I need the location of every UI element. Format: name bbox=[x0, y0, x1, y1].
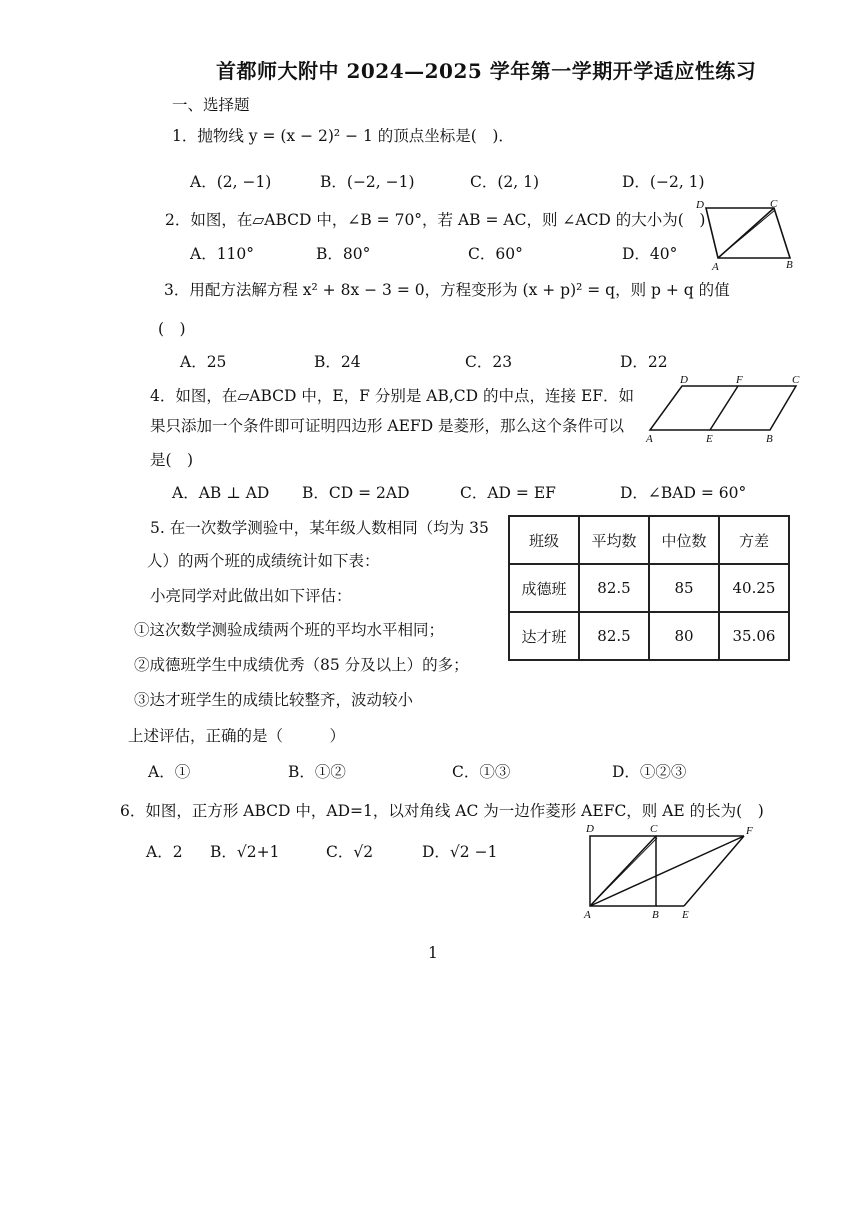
table-cell: 成德班 bbox=[509, 564, 579, 612]
q2-option-c: C．60° bbox=[468, 245, 523, 263]
q6-label-d: D bbox=[586, 823, 594, 835]
q3-option-a: A．25 bbox=[180, 353, 227, 371]
q4-label-d: D bbox=[680, 374, 688, 386]
table-cell: 达才班 bbox=[509, 612, 579, 660]
table-cell: 85 bbox=[649, 564, 719, 612]
q4-label-b: B bbox=[766, 433, 773, 445]
q2-stem: 2．如图，在▱ABCD 中，∠B = 70°，若 AB = AC，则 ∠ACD 的大小为( ) bbox=[165, 211, 706, 229]
q6-label-e: E bbox=[682, 909, 689, 921]
q6-label-c: C bbox=[650, 823, 658, 835]
q6-option-b: B．√2+1 bbox=[210, 843, 280, 861]
q4-option-d: D．∠BAD = 60° bbox=[620, 484, 747, 502]
q5-option-d: D．①②③ bbox=[612, 763, 687, 781]
q2-parallelogram-figure bbox=[690, 196, 805, 272]
q2-label-a: A bbox=[712, 261, 719, 272]
q2-option-a: A．110° bbox=[190, 245, 255, 263]
q4-option-b: B．CD = 2AD bbox=[302, 484, 410, 502]
q6-option-d: D．√2 −1 bbox=[422, 843, 498, 861]
q5-line-4: ①这次数学测验成绩两个班的平均水平相同； bbox=[134, 621, 445, 639]
q6-stem: 6．如图，正方形 ABCD 中，AD=1，以对角线 AC 为一边作菱形 AEFC，则 AE 的长为( ) bbox=[120, 802, 764, 820]
table-header: 班级 bbox=[509, 516, 579, 564]
q5-option-c: C．①③ bbox=[452, 763, 511, 781]
table-row bbox=[509, 564, 789, 612]
q4-label-c: C bbox=[792, 374, 800, 386]
q6-label-a: A bbox=[584, 909, 591, 921]
q4-label-f: F bbox=[736, 374, 743, 386]
q5-line-1: 5. 在一次数学测验中，某年级人数相同（均为 35 bbox=[150, 519, 489, 537]
table-cell: 82.5 bbox=[579, 564, 649, 612]
table-cell: 82.5 bbox=[579, 612, 649, 660]
q4-label-a: A bbox=[646, 433, 653, 445]
q4-option-c: C．AD = EF bbox=[460, 484, 556, 502]
q3-stem: 3．用配方法解方程 x² + 8x − 3 = 0，方程变形为 (x + p)² = q，则 p + q 的值 bbox=[164, 281, 730, 299]
table-cell: 80 bbox=[649, 612, 719, 660]
table-cell: 35.06 bbox=[719, 612, 789, 660]
q5-option-a: A．① bbox=[148, 763, 191, 781]
q5-line-2: 人）的两个班的成绩统计如下表： bbox=[147, 552, 380, 570]
q6-option-a: A．2 bbox=[146, 843, 183, 861]
page-number: 1 bbox=[428, 944, 438, 962]
q5-line-3: 小亮同学对此做出如下评估： bbox=[150, 587, 352, 605]
q5-score-table bbox=[508, 515, 790, 661]
q3-option-b: B．24 bbox=[314, 353, 361, 371]
q2-option-b: B．80° bbox=[316, 245, 371, 263]
q5-line-7: 上述评估，正确的是（ ） bbox=[128, 727, 346, 745]
q4-line-1: 4．如图，在▱ABCD 中，E，F 分别是 AB,CD 的中点，连接 EF．如 bbox=[150, 387, 635, 405]
table-header: 方差 bbox=[719, 516, 789, 564]
q4-option-a: A．AB ⊥ AD bbox=[172, 484, 270, 502]
q1-option-b: B．(−2, −1) bbox=[320, 173, 415, 191]
q2-label-d: D bbox=[696, 199, 704, 211]
q3-stem-paren: ( ) bbox=[158, 320, 186, 338]
q5-line-6: ③达才班学生的成绩比较整齐，波动较小 bbox=[134, 691, 414, 709]
table-row bbox=[509, 612, 789, 660]
q4-label-e: E bbox=[706, 433, 713, 445]
table-header: 中位数 bbox=[649, 516, 719, 564]
section-heading: 一、选择题 bbox=[172, 96, 250, 114]
q6-label-f: F bbox=[746, 825, 753, 837]
q1-option-d: D．(−2, 1) bbox=[622, 173, 705, 191]
q2-label-b: B bbox=[786, 259, 793, 271]
q6-option-c: C．√2 bbox=[326, 843, 374, 861]
table-cell: 40.25 bbox=[719, 564, 789, 612]
table-header: 平均数 bbox=[579, 516, 649, 564]
q1-option-a: A．(2, −1) bbox=[190, 173, 272, 191]
page-title: 首都师大附中 2024—2025 学年第一学期开学适应性练习 bbox=[216, 59, 757, 83]
q4-line-2: 果只添加一个条件即可证明四边形 AEFD 是菱形，那么这个条件可以 bbox=[150, 417, 625, 435]
q4-line-3: 是( ) bbox=[150, 451, 194, 469]
q1-stem: 1．抛物线 y = (x − 2)² − 1 的顶点坐标是( )． bbox=[172, 127, 514, 145]
q4-parallelogram-figure bbox=[640, 372, 810, 448]
q3-option-c: C．23 bbox=[465, 353, 513, 371]
q6-square-rhombus-figure bbox=[578, 818, 758, 926]
q2-label-c: C bbox=[770, 198, 778, 210]
q3-option-d: D．22 bbox=[620, 353, 668, 371]
table-header-row bbox=[509, 516, 789, 564]
q1-option-c: C．(2, 1) bbox=[470, 173, 540, 191]
q5-line-5: ②成德班学生中成绩优秀（85 分及以上）的多； bbox=[134, 656, 469, 674]
q5-option-b: B．①② bbox=[288, 763, 346, 781]
q6-label-b: B bbox=[652, 909, 659, 921]
q2-option-d: D．40° bbox=[622, 245, 678, 263]
